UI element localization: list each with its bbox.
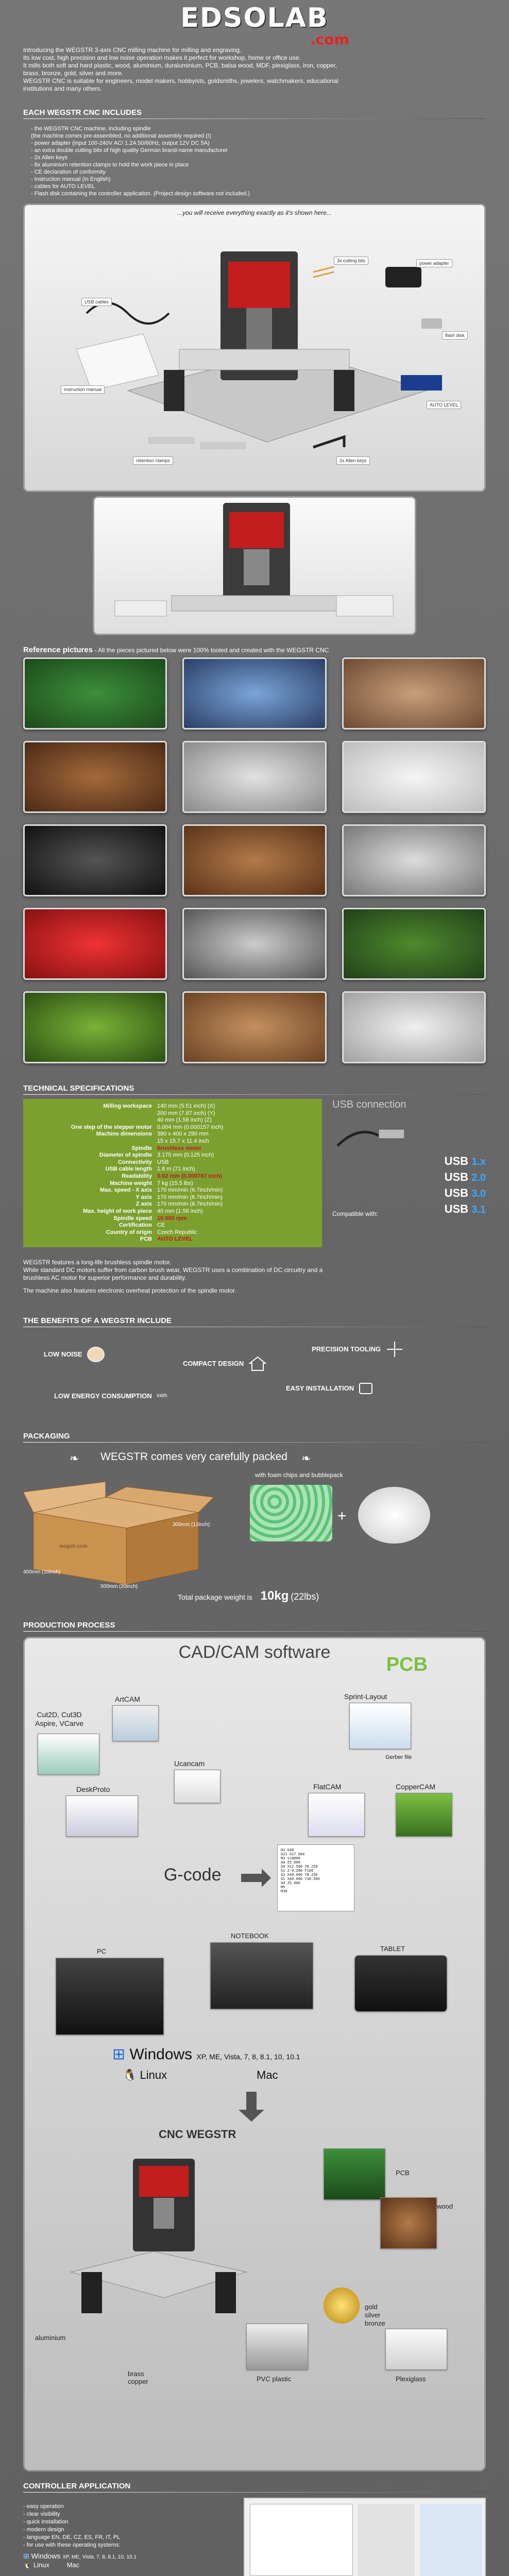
dim-depth: 400mm (16inch) bbox=[23, 1569, 61, 1575]
site-logo[interactable] bbox=[180, 3, 349, 48]
spec-key bbox=[23, 1138, 157, 1145]
spec-row bbox=[23, 1208, 322, 1215]
sw-flatcam: FlatCAM bbox=[313, 1782, 342, 1791]
section-heading-controller: CONTROLLER APPLICATION bbox=[23, 2482, 486, 2493]
spec-value: 0.004 mm (0.000157 inch) bbox=[157, 1124, 224, 1130]
spec-row bbox=[23, 1131, 322, 1138]
spec-row bbox=[23, 1117, 322, 1124]
spec-key bbox=[23, 1117, 157, 1124]
spec-value: 140 mm (5.51 inch) (X) bbox=[157, 1103, 215, 1109]
pc-image bbox=[56, 1958, 164, 2035]
spec-row bbox=[23, 1201, 322, 1208]
gallery-item-wood-carving[interactable] bbox=[23, 741, 167, 813]
controller-os-others bbox=[23, 2561, 137, 2569]
note-line: The machine also features electronic overheat protection of the spindle motor. bbox=[23, 1286, 236, 1294]
weight-value: 10kg bbox=[260, 1588, 289, 1603]
ucancam-screenshot bbox=[174, 1770, 220, 1803]
spec-row bbox=[23, 1229, 322, 1236]
intro-line: It mills both soft and hard plastic, wood, aluminium, duraluminium, PCB, balsa wood, MDF, plexiglass, iron, copper, bbox=[23, 62, 337, 69]
cut2d-screenshot bbox=[38, 1734, 99, 1775]
label-auto-level: AUTO LEVEL bbox=[427, 401, 461, 409]
material-gold: gold bbox=[365, 2302, 378, 2311]
arrow-right-icon bbox=[241, 1868, 272, 1888]
gallery-item-black-nameplate[interactable] bbox=[23, 824, 167, 896]
controller-jog-pane bbox=[358, 2504, 415, 2576]
spec-value: CE bbox=[157, 1222, 165, 1229]
material-pvc: PVC plastic bbox=[257, 2375, 292, 2383]
os-mac-label: Mac bbox=[66, 2561, 80, 2569]
sw-cut2d-label: Cut2D, Cut3D bbox=[37, 1710, 82, 1719]
spec-row bbox=[23, 1173, 322, 1180]
feature-item: - easy operation bbox=[23, 2503, 64, 2510]
material-silver: silver bbox=[365, 2311, 381, 2319]
usb-prefix: USB bbox=[444, 1202, 469, 1215]
reference-gallery bbox=[23, 657, 486, 1063]
spec-row bbox=[23, 1159, 322, 1166]
usb-panel bbox=[332, 1099, 486, 1247]
leaf-icon: ❧ bbox=[301, 1451, 311, 1465]
machine-closeup-photo bbox=[93, 496, 416, 635]
controller-os-windows bbox=[23, 2552, 137, 2561]
spec-key: Spindle speed bbox=[113, 1215, 152, 1222]
spec-value: USB bbox=[157, 1159, 169, 1165]
os-linux-label: Linux bbox=[140, 2068, 167, 2081]
reference-title: Reference pictures bbox=[23, 646, 93, 654]
benefit-low-energy bbox=[54, 1392, 167, 1400]
intro-line: Its low cost, high precision and low noise operation makes it perfect for workshop, home or office use. bbox=[23, 54, 301, 61]
spec-row bbox=[23, 1124, 322, 1131]
controller-app-screenshot bbox=[244, 2498, 486, 2576]
benefit-label: LOW NOISE bbox=[44, 1350, 82, 1359]
linux-icon: 🐧 bbox=[123, 2068, 137, 2081]
benefit-precision bbox=[312, 1342, 403, 1357]
usb-ver: 2.0 bbox=[471, 1172, 486, 1183]
note-line: While standard DC motors suffer from carbon brush wear, WEGSTR uses a combination of DC circuitry and a bbox=[23, 1266, 323, 1274]
cnc-title: CNC WEGSTR bbox=[159, 2127, 236, 2141]
spec-value: 170 mm/min (6.7inch/min) bbox=[157, 1187, 223, 1194]
gallery-item-plastic-piece[interactable] bbox=[342, 741, 486, 813]
spec-value: 170 mm/min (6.7inch/min) bbox=[157, 1194, 223, 1200]
list-item: (the machine comes pre-assembled, no additional assembly required (!) bbox=[31, 133, 211, 139]
section-heading-contents: EACH WEGSTR CNC INCLUDES bbox=[23, 108, 486, 119]
dim-width: 500mm (20inch) bbox=[100, 1583, 138, 1589]
usb-version-list bbox=[445, 1154, 486, 1217]
spec-value: 3.175 mm (0.125 inch) bbox=[157, 1152, 214, 1159]
contents-list bbox=[0, 123, 509, 199]
spec-row bbox=[23, 1180, 322, 1188]
spec-key: Connectivity bbox=[117, 1159, 152, 1165]
device-pc: PC bbox=[97, 1947, 107, 1955]
sw-artcam: ArtCAM bbox=[115, 1694, 140, 1703]
spec-key bbox=[23, 1110, 157, 1117]
spec-value: 15 x 15.7 x 11.4 inch bbox=[157, 1138, 209, 1144]
material-pcb: PCB bbox=[396, 2168, 410, 2177]
packaging-illustration bbox=[23, 1466, 486, 1611]
list-item: - CE declaration of conformity bbox=[31, 169, 106, 175]
tablet-image bbox=[354, 1955, 447, 2012]
device-notebook: NOTEBOOK bbox=[231, 1931, 269, 1940]
sw-ucancam: Ucancam bbox=[174, 1759, 205, 1768]
usb-compat bbox=[332, 1154, 486, 1217]
benefit-label: PRECISION TOOLING bbox=[312, 1345, 381, 1353]
spec-value: 40 mm (1.58 inch) bbox=[157, 1208, 203, 1214]
spec-row bbox=[23, 1236, 322, 1243]
intro-line: brass, bronze, gold, silver and more. bbox=[23, 70, 124, 77]
label-usb-cables: USB cables bbox=[81, 298, 112, 306]
material-aluminium: aluminium bbox=[35, 2333, 66, 2342]
usb-ver: 3.0 bbox=[471, 1188, 486, 1199]
list-item: - cables for AUTO LEVEL bbox=[31, 183, 95, 190]
section-heading-production: PRODUCTION PROCESS bbox=[23, 1621, 486, 1632]
os-windows-versions: XP, ME, Vista, 7, 8, 8.1, 10, 10.1 bbox=[196, 2052, 300, 2061]
material-metals bbox=[365, 2303, 385, 2328]
windows-icon: ⊞ bbox=[112, 2045, 126, 2063]
production-panel bbox=[23, 1637, 486, 2471]
spec-key: Z axis bbox=[135, 1201, 152, 1208]
spec-row bbox=[23, 1138, 322, 1145]
note-spacer bbox=[23, 1282, 486, 1287]
spec-key: Max. speed - X axis bbox=[100, 1187, 152, 1194]
list-item: - 2x Allen keys bbox=[31, 155, 67, 161]
feature-item: - quick installation bbox=[23, 2518, 69, 2525]
gallery-item-blue-plastic[interactable] bbox=[182, 657, 326, 730]
feature-item: - for use with these operating systems: bbox=[23, 2541, 121, 2548]
sw-sprint-layout: Sprint-Layout bbox=[344, 1692, 387, 1701]
packaging-title bbox=[23, 1448, 486, 1466]
wood-sample-image bbox=[380, 2197, 437, 2249]
benefit-compact bbox=[183, 1356, 266, 1371]
spec-value: AUTO LEVEL bbox=[157, 1236, 193, 1243]
plus-icon: + bbox=[337, 1507, 347, 1524]
material-copper: copper bbox=[128, 2377, 148, 2385]
intro-line: WEGSTR CNC is suitable for engineers, model makers, hobbyists, goldsmiths, jewelers, watchmakers, educational bbox=[23, 77, 338, 84]
spec-key: Readability bbox=[122, 1173, 152, 1179]
spec-key: PCB bbox=[140, 1236, 152, 1243]
spec-row bbox=[23, 1194, 322, 1201]
os-windows-versions: XP, ME, Vista, 7, 8, 8.1, 10, 10.1 bbox=[62, 2554, 137, 2560]
spec-key: Milling workspace bbox=[103, 1103, 152, 1109]
reference-subtitle: - All the pieces pictured below were 100% tooled and created with the WEGSTR CNC bbox=[93, 647, 329, 654]
gallery-item-metal-block[interactable] bbox=[342, 824, 486, 896]
logo-text: EDSOLAB bbox=[180, 3, 329, 33]
usb-title: USB connection bbox=[332, 1099, 406, 1110]
spec-key: One step of the stepper motor bbox=[71, 1124, 152, 1130]
benefits-panel bbox=[23, 1331, 486, 1432]
label-instruction-manual: instruction manual bbox=[61, 385, 105, 394]
package-weight bbox=[178, 1589, 319, 1603]
list-item: - Flash disk containing the controller application. (Project design software not included.) bbox=[31, 191, 250, 197]
os-windows bbox=[112, 2045, 300, 2063]
usb-compat-label: Compatible with: bbox=[332, 1210, 378, 1217]
sprint-layout-screenshot bbox=[349, 1703, 411, 1749]
spec-value: 1.8 m (71 inch) bbox=[157, 1166, 195, 1173]
list-item: - 8x aluminium retention clamps to hold the work piece in place bbox=[31, 162, 189, 168]
specs-table bbox=[23, 1099, 322, 1247]
pvc-sample-image bbox=[246, 2324, 308, 2370]
note-line: WEGSTR features a long-life brushless spindle motor. bbox=[23, 1258, 172, 1266]
spec-row bbox=[23, 1152, 322, 1159]
section-heading-packaging: PACKAGING bbox=[23, 1432, 486, 1443]
controller-preview-pane bbox=[250, 2504, 353, 2576]
crosshair-icon bbox=[386, 1342, 403, 1357]
reference-heading bbox=[23, 646, 486, 654]
sw-coppercam: CopperCAM bbox=[396, 1782, 436, 1791]
label-power-adapter: power adapter bbox=[416, 259, 452, 267]
gallery-item-gear[interactable] bbox=[23, 991, 167, 1063]
deskproto-screenshot bbox=[66, 1795, 138, 1837]
usb-version bbox=[445, 1170, 486, 1185]
header bbox=[0, 0, 509, 48]
material-brass-copper bbox=[128, 2370, 148, 2385]
label-cutting-bits: 3x cutting bits bbox=[334, 257, 368, 265]
usb-ver: 1.x bbox=[471, 1156, 486, 1167]
plexiglass-sample-image bbox=[385, 2329, 447, 2370]
gallery-item-wood-emblem[interactable] bbox=[182, 991, 326, 1063]
feature-item: - language EN, DE, CZ, ES, FR, IT, PL bbox=[23, 2534, 121, 2540]
pcb-sample-image bbox=[324, 2148, 385, 2200]
machine-closeup-illustration bbox=[94, 498, 414, 634]
spec-row bbox=[23, 1222, 322, 1229]
gold-coin-image bbox=[324, 2287, 360, 2324]
usb-cable-icon bbox=[332, 1120, 415, 1151]
logo-domain: .com bbox=[310, 31, 349, 48]
os-linux bbox=[123, 2069, 167, 2082]
specs-block bbox=[23, 1099, 486, 1247]
gallery-item-engraved-plate[interactable] bbox=[182, 908, 326, 980]
bubblepack-image bbox=[358, 1487, 430, 1544]
label-retention-clamps: retention clamps bbox=[133, 456, 173, 465]
sw-deskproto: DeskProto bbox=[76, 1785, 110, 1793]
benefit-low-noise bbox=[44, 1347, 105, 1362]
gallery-item-pcb[interactable] bbox=[23, 657, 167, 730]
linux-icon: 🐧 bbox=[23, 2561, 32, 2569]
spec-row bbox=[23, 1187, 322, 1194]
feature-item: - modern design bbox=[23, 2526, 64, 2533]
spec-row bbox=[23, 1215, 322, 1223]
dim-height: 300mm (12inch) bbox=[173, 1521, 210, 1528]
spindle-notes bbox=[0, 1251, 509, 1297]
spec-value: 0.02 mm (0.000787 inch) bbox=[157, 1173, 222, 1179]
spec-key: Diameter of spindle bbox=[99, 1152, 152, 1159]
foam-chips-image bbox=[250, 1485, 332, 1541]
material-wood: wood bbox=[437, 2202, 453, 2210]
intro-line: institutions and many others. bbox=[23, 85, 102, 92]
label-allen-keys: 2x Allen keys bbox=[336, 456, 370, 465]
list-item: - Instruction manual (in English) bbox=[31, 176, 111, 182]
gcode-sample-sheet: N1 G90 G21 G17 G64 M3 S10000 G0 Z5.000 G0 X12.500 Y8.250 G1 Z-0.200 F100 G1 X40.000 Y8.250 G1 X40.000 Y30.500 G0 Z5.000 M5 M30 bbox=[277, 1844, 354, 1911]
material-bronze: bronze bbox=[365, 2319, 385, 2327]
cadcam-title: CAD/CAM software bbox=[178, 1642, 331, 1662]
spec-value: brushless motor bbox=[157, 1145, 202, 1151]
gallery-item-aluminium-plate[interactable] bbox=[182, 741, 326, 813]
material-plexiglass: Plexiglass bbox=[396, 2375, 426, 2383]
spec-key: Certification bbox=[118, 1222, 152, 1229]
arrow-down-icon bbox=[236, 2092, 267, 2123]
spec-value: Czech Republic bbox=[157, 1229, 197, 1235]
spec-row bbox=[23, 1166, 322, 1173]
spec-value: 7 kg (15.5 lbs) bbox=[157, 1180, 193, 1187]
packaging-headline: WEGSTR comes very carefully packed bbox=[100, 1450, 287, 1463]
spec-value: 200 mm (7.87 inch) (Y) bbox=[157, 1110, 215, 1116]
weight-alt: (22lbs) bbox=[291, 1591, 319, 1602]
sw-cut2d bbox=[35, 1710, 83, 1728]
intro-text bbox=[0, 36, 509, 98]
controller-features bbox=[23, 2503, 137, 2569]
pcb-title: PCB bbox=[386, 1653, 428, 1675]
usb-ver: 3.1 bbox=[471, 1204, 486, 1215]
usb-version bbox=[445, 1185, 486, 1201]
spec-key: USB cable length bbox=[105, 1166, 152, 1173]
usb-prefix: USB bbox=[444, 1155, 469, 1167]
flatcam-screenshot bbox=[308, 1793, 365, 1837]
benefit-label: EASY INSTALLATION bbox=[286, 1384, 354, 1393]
spec-row bbox=[23, 1145, 322, 1153]
machine-illustration bbox=[25, 221, 484, 488]
spec-key: Y axis bbox=[135, 1194, 152, 1200]
spec-value: 40 mm (1.58 inch) (Z) bbox=[157, 1117, 212, 1124]
benefit-label: LOW ENERGY CONSUMPTION bbox=[54, 1392, 152, 1400]
usb-prefix: USB bbox=[444, 1171, 469, 1183]
benefit-label: COMPACT DESIGN bbox=[183, 1360, 244, 1368]
weight-label: Total package weight is bbox=[178, 1592, 252, 1601]
gallery-item-name-tags[interactable] bbox=[342, 991, 486, 1063]
spec-key: Spindle bbox=[131, 1145, 152, 1151]
spec-key: Machine dimensions bbox=[96, 1131, 152, 1138]
controller-panel bbox=[23, 2498, 486, 2576]
leaf-icon: ❧ bbox=[70, 1451, 79, 1465]
house-icon bbox=[249, 1356, 266, 1371]
gallery-item-wood-relief[interactable] bbox=[182, 824, 326, 896]
sleeping-baby-icon bbox=[87, 1347, 105, 1362]
note-line: brushless AC motor for superior performance and durability. bbox=[23, 1274, 186, 1281]
cnc-machine-illustration bbox=[50, 2148, 267, 2334]
list-item: - an extra double cutting bits of high quality German brand-name manufacturer bbox=[31, 147, 228, 154]
gerber-file-label: Gerber file bbox=[385, 1754, 412, 1760]
spec-key: Max. height of work piece bbox=[83, 1208, 152, 1214]
contents-caption: ...you will receive everything exactly as it's shown here... bbox=[177, 209, 332, 216]
spec-row bbox=[23, 1110, 322, 1117]
spec-row bbox=[23, 1103, 322, 1110]
benefit-easy-install bbox=[286, 1383, 372, 1394]
intro-line: Introducing the WEGSTR 3-axis CNC milling machine for milling and engraving. bbox=[23, 46, 242, 54]
gallery-item-wood-coin[interactable] bbox=[342, 657, 486, 730]
section-heading-specs: TECHNICAL SPECIFICATIONS bbox=[23, 1084, 486, 1095]
usb-version bbox=[445, 1201, 486, 1217]
gcode-title: G-code bbox=[164, 1865, 222, 1885]
kwh-icon: kWh bbox=[157, 1393, 167, 1399]
feature-item: - clear visibility bbox=[23, 2511, 60, 2517]
windows-icon: ⊞ bbox=[23, 2551, 29, 2560]
box-brand: wegstr.com bbox=[59, 1543, 88, 1549]
artcam-screenshot bbox=[112, 1705, 159, 1741]
os-mac-label: Mac bbox=[257, 2068, 278, 2081]
os-linux-label: Linux bbox=[33, 2561, 49, 2569]
foam-chips-caption: with foam chips and bubblepack bbox=[255, 1471, 343, 1479]
controller-settings-pane bbox=[420, 2504, 482, 2576]
list-item: - the WEGSTR CNC machine, including spindle bbox=[31, 126, 151, 132]
os-mac bbox=[257, 2069, 278, 2082]
usb-version bbox=[445, 1154, 486, 1170]
spec-value: 170 mm/min (6.7inch/min) bbox=[157, 1201, 223, 1208]
usb-prefix: USB bbox=[444, 1187, 469, 1199]
os-windows-label: Windows bbox=[129, 2045, 193, 2063]
gallery-item-green-part[interactable] bbox=[342, 908, 486, 980]
material-brass: brass bbox=[128, 2369, 144, 2378]
sw-aspire-label: Aspire, VCarve bbox=[35, 1719, 84, 1727]
notebook-image bbox=[210, 1942, 313, 2009]
coppercam-screenshot bbox=[396, 1793, 452, 1837]
spec-value: 10 000 rpm bbox=[157, 1215, 187, 1222]
spec-value: 380 x 400 x 290 mm bbox=[157, 1131, 209, 1138]
gallery-item-red-pcb[interactable] bbox=[23, 908, 167, 980]
os-windows-label: Windows bbox=[31, 2551, 61, 2560]
package-contents-photo bbox=[23, 204, 486, 492]
spec-key: Country of origin bbox=[106, 1229, 152, 1235]
spec-key: Machine weight bbox=[110, 1180, 152, 1187]
label-flash-disk: flash disk bbox=[442, 331, 468, 340]
list-item: - power adapter (input 100-240V AC/ 1.2A 50/60Hz, output 12V DC 5A) bbox=[31, 140, 210, 146]
installer-icon bbox=[359, 1383, 372, 1394]
device-tablet: TABLET bbox=[380, 1944, 405, 1953]
section-heading-benefits: THE BENEFITS OF A WEGSTR INCLUDE bbox=[23, 1316, 486, 1327]
